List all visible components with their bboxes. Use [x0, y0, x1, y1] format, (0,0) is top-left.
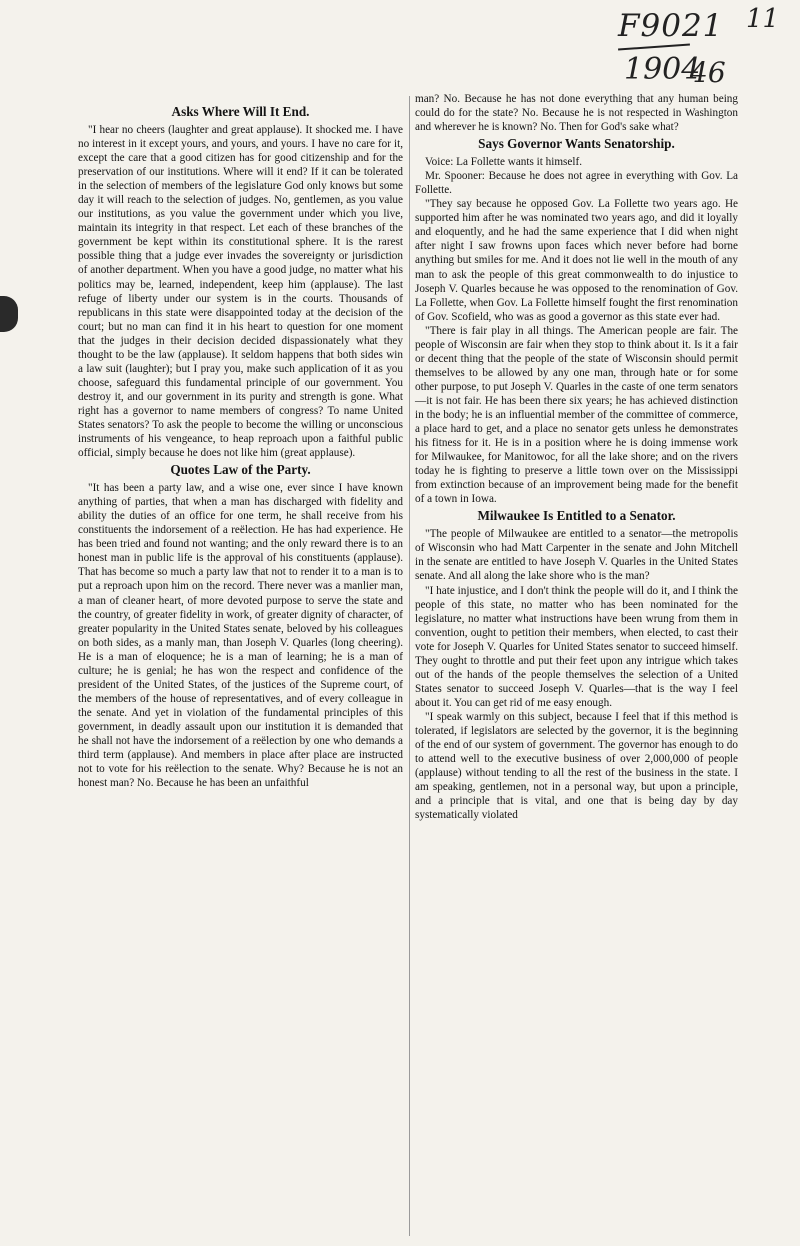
paragraph: "It has been a party law, and a wise one, ever since I have known anything of parties, that when a man has discharged with fidelity and ability the duties of an office for one term, he shall receive from his constituents the indorsement of a reëlection. He has had experience. He has been tried and found not wanting; and the only reward there is to an honest man in public life is the approval of his constituents (applause). That has become so much a party law that not to render it to a man is to put a reproach upon him on the record. There never was a manlier man, a man of cleaner heart, of more devoted purpose to serve the state and the country, of greater fidelity in work, of greater dignity of character, of greater popularity in the United States senate, beloved by his colleagues on both sides, as a manly man, than Joseph V. Quarles (long cheering). He is a man of eloquence; he is a man of learning; he is a man of culture; he is genial; he has won the respect and confidence of the president of the United States, of the justices of the Supreme court, of the members of the house of representatives, and of every colleague in the senate. And yet in violation of the fundamental principles of this government, in deadly assault upon our institution it is demanded that he shall not have the indorsement of a reëlection by one who demands a third term (applause). And members in place after place are instructed not to vote for his reëlection to the senate. Why? Because he is not an honest man? No. Because he has been an unfaithful [78, 482, 403, 790]
right-column [415, 92, 738, 822]
paragraph-voice: Voice: La Follette wants it himself. [425, 156, 583, 169]
heading-says-governor-wants-senatorship: Says Governor Wants Senatorship. [478, 136, 675, 152]
binder-clip-shadow [0, 296, 18, 332]
paragraph-continued: man? No. Because he has not done everything that any human being could do for the state? No. Because he is not respected in Washington and wherever he is known? No. Then for God's sake what? [415, 93, 738, 134]
paragraph: "I hate injustice, and I don't think the people will do it, and I think the people of this state, no matter who has been nominated for the legislature, no matter what instructions have been wrung from them in convention, ought to petition their members, when elected, to cast their vote for Joseph V. Quarles for United States senator to succeed himself. They ought to throttle and put their feet upon any intrigue which takes out of the hands of the people themselves the selection of a United States senator to succeed Joseph V. Quarles—that is the way I feel about it. You can get rid of me easy enough. [415, 584, 738, 709]
heading-asks-where-will-it-end: Asks Where Will It End. [171, 104, 310, 119]
paragraph: "I hear no cheers (laughter and great applause). It shocked me. I have no interest in it except yours, and yours, and yours. I have no care for it, except the care that a good citizen has for good citizenship and for the preservation of our institutions. Where will it end? If it can be tolerated in the selection of members of the legislature God only knows but some day it will reach to the selection of judges. No, gentlemen, as you value our institutions, as you value the government under which you live, maintain its integrity in that respect. Let each of these branches of the government be kept within its constitutional sphere. It is the rarest possible thing that a judge ever invades the sovereignty or jurisdiction of another department. When you have a good judge, no matter what his politics may be, learned, independent, keep him (applause). The last refuge of liberty under our system is in the courts. Thousands of republicans in this state were disappointed today at the decision of the court; but no man can find it in his heart to question for one moment that the judges in their decision decided dispassionately what they thought to be the law (applause). It seldom happens that both sides win a law suit (laughter); but I pray you, make such application of it as you choose, safeguard this fundamental principle of our government. You destroy it, and our government in its purity and strength is gone. What right has a governor to name members of congress? To name United States senators? To ask the people to become the willing or unconscious instruments of his vengeance, to heap reproach upon a faithful public official, simply because he does not like him (great applause). [78, 124, 403, 460]
paragraph-spooner: Mr. Spooner: Because he does not agree in everything with Gov. La Follette. [415, 170, 738, 197]
heading-quotes-law-of-the-party: Quotes Law of the Party. [170, 462, 311, 478]
handwritten-page-number: 46 [690, 56, 726, 89]
paragraph: "There is fair play in all things. The American people are fair. The people of Wisconsin are fair when they stop to think about it. Is it a fair or decent thing that the people of the state of Wisconsin should permit themselves to be allowed by any one man, through hate or for some other purpose, to put Joseph V. Quarles in the caste of one term senators—it is not fair. He has been there six years; he has achieved distinction in the body; he is an influential member of the committee of commerce, a place hard to get, and a place no senator gets unless he demonstrates his fitness for it. He is in a position where he is doing immense work for Milwaukee, for Manitowoc, for all the lake shore; and on the rivers today he is fighting to preserve a little town over on the Mississippi from extinction because of an improvement being made for the benefit of a town in Iowa. [415, 324, 738, 506]
heading-milwaukee-entitled-to-senator: Milwaukee Is Entitled to a Senator. [477, 508, 676, 524]
column-divider [409, 96, 410, 1236]
paragraph: "They say because he opposed Gov. La Follette two years ago. He supported him after he was nominated two years ago, and did it loyally and eloquently, and he had the same experience that I did when night after night I saw frowns upon faces which never before had borne anything but smiles for me. And it does not lie well in the mouth of any man to ask the people of this great commonwealth to do injustice to Joseph V. Quarles because he was opposed to the renomination of Gov. La Follette, when Gov. La Follette himself fought the first renomination of Gov. Scofield, who was as good a governor as this state ever had. [415, 198, 738, 323]
handwritten-underline [618, 43, 690, 50]
handwritten-file-code: F9021 [618, 8, 724, 44]
left-column [78, 100, 403, 790]
handwritten-year: 1904 [624, 52, 701, 87]
paragraph: "I speak warmly on this subject, because I feel that if this method is tolerated, if legislators are selected by the governor, it is the beginning of the end of our system of government. The governor has enough to do to attend well to the executive business of over 2,000,000 of people (applause) without tending to all the rest of the business in the state. I am speaking, gentlemen, not in a personal way, but upon a principle, and a principle that is vital, and one that is being day by day systematically violated [415, 710, 738, 822]
handwritten-sheet-number: 11 [746, 4, 780, 34]
paragraph: "The people of Milwaukee are entitled to a senator—the metropolis of Wisconsin who had Matt Carpenter in the senate and John Mitchell in the senate are entitled to have Joseph V. Quarles in the United States senate. And all along the lake shore who is the man? [415, 528, 738, 583]
